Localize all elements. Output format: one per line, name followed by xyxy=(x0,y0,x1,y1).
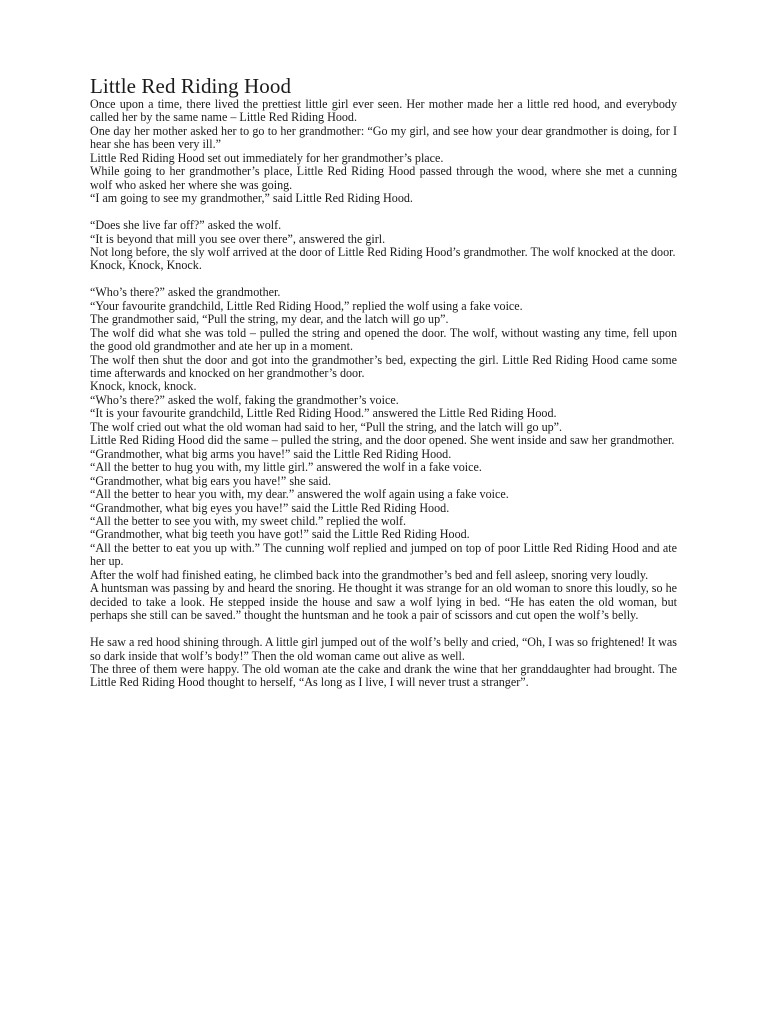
story-body xyxy=(90,98,677,690)
page-title: Little Red Riding Hood xyxy=(90,74,292,98)
story-paragraph: Knock, knock, knock. xyxy=(90,379,197,394)
story-paragraph: Little Red Riding Hood did the same – pulled the string, and the door opened. She went inside and saw her grandmother. xyxy=(90,433,675,448)
story-paragraph: “Grandmother, what big ears you have!” she said. xyxy=(90,473,331,488)
story-paragraph: Once upon a time, there lived the prettiest little girl ever seen. Her mother made her a little red hood, and everybody called her by the same name – Little Red Riding Hood. xyxy=(90,97,677,125)
story-paragraph: “All the better to hug you with, my little girl.” answered the wolf in a fake voice. xyxy=(90,460,482,475)
story-paragraph: The grandmother said, “Pull the string, my dear, and the latch will go up”. xyxy=(90,312,449,327)
story-paragraph: “Your favourite grandchild, Little Red Riding Hood,” replied the wolf using a fake voice. xyxy=(90,298,523,313)
story-paragraph: Knock, Knock, Knock. xyxy=(90,258,202,273)
story-paragraph: “All the better to hear you with, my dear.” answered the wolf again using a fake voice. xyxy=(90,487,509,502)
story-paragraph: After the wolf had finished eating, he climbed back into the grandmother’s bed and fell asleep, snoring very loudly. xyxy=(90,567,649,582)
story-paragraph: While going to her grandmother’s place, Little Red Riding Hood passed through the wood, where she met a cunning wolf who asked her where she was going. xyxy=(90,164,677,192)
paragraph-spacer xyxy=(90,273,677,286)
story-paragraph: “It is beyond that mill you see over there”, answered the girl. xyxy=(90,231,386,246)
story-paragraph: The wolf then shut the door and got into the grandmother’s bed, expecting the girl. Little Red Riding Hood came some time afterwards and knocked on her grandmother’s door. xyxy=(90,352,677,381)
story-paragraph: Little Red Riding Hood set out immediately for her grandmother’s place. xyxy=(90,150,444,165)
document-page xyxy=(90,74,677,690)
story-paragraph: He saw a red hood shining through. A little girl jumped out of the wolf’s belly and cried, “Oh, I was so frightened! It was so dark inside that wolf’s body!” Then the old woman came out alive as well. xyxy=(90,635,677,663)
story-paragraph: “I am going to see my grandmother,” said Little Red Riding Hood. xyxy=(90,191,413,206)
story-paragraph: “All the better to eat you up with.” The cunning wolf replied and jumped on top of poor Little Red Riding Hood and ate her up. xyxy=(90,540,677,569)
story-paragraph: “Who’s there?” asked the grandmother. xyxy=(90,285,281,300)
story-paragraph: Not long before, the sly wolf arrived at the door of Little Red Riding Hood’s grandmother. The wolf knocked at the door. xyxy=(90,244,676,259)
paragraph-spacer xyxy=(90,623,677,636)
story-paragraph: The wolf did what she was told – pulled the string and opened the door. The wolf, without wasting any time, fell upon the good old grandmother and ate her up in a moment. xyxy=(90,325,677,354)
story-paragraph: One day her mother asked her to go to her grandmother: “Go my girl, and see how your dear grandmother is doing, for I hear she has been very ill.” xyxy=(90,123,677,152)
story-paragraph: “All the better to see you with, my sweet child.” replied the wolf. xyxy=(90,514,407,529)
story-paragraph: “It is your favourite grandchild, Little Red Riding Hood.” answered the Little Red Riding Hood. xyxy=(90,406,557,421)
story-paragraph: “Grandmother, what big teeth you have got!” said the Little Red Riding Hood. xyxy=(90,527,470,542)
story-paragraph: A huntsman was passing by and heard the snoring. He thought it was strange for an old woman to snore this loudly, so he decided to take a look. He stepped inside the house and saw a wolf lying in bed. “He has eaten the old woman, but perhaps she still can be saved.” thought the huntsman and he took a pair of scissors and cut open the wolf’s belly. xyxy=(90,581,677,623)
story-paragraph: “Does she live far off?” asked the wolf. xyxy=(90,218,282,233)
paragraph-spacer xyxy=(90,206,677,219)
story-paragraph: The three of them were happy. The old woman ate the cake and drank the wine that her granddaughter had brought. The Little Red Riding Hood thought to herself, “As long as I live, I will never trust a stranger”. xyxy=(90,661,677,690)
story-paragraph: The wolf cried out what the old woman had said to her, “Pull the string, and the latch will go up”. xyxy=(90,419,563,434)
story-paragraph: “Grandmother, what big arms you have!” said the Little Red Riding Hood. xyxy=(90,446,452,461)
story-paragraph: “Who’s there?” asked the wolf, faking the grandmother’s voice. xyxy=(90,392,399,407)
story-paragraph: “Grandmother, what big eyes you have!” said the Little Red Riding Hood. xyxy=(90,500,450,515)
